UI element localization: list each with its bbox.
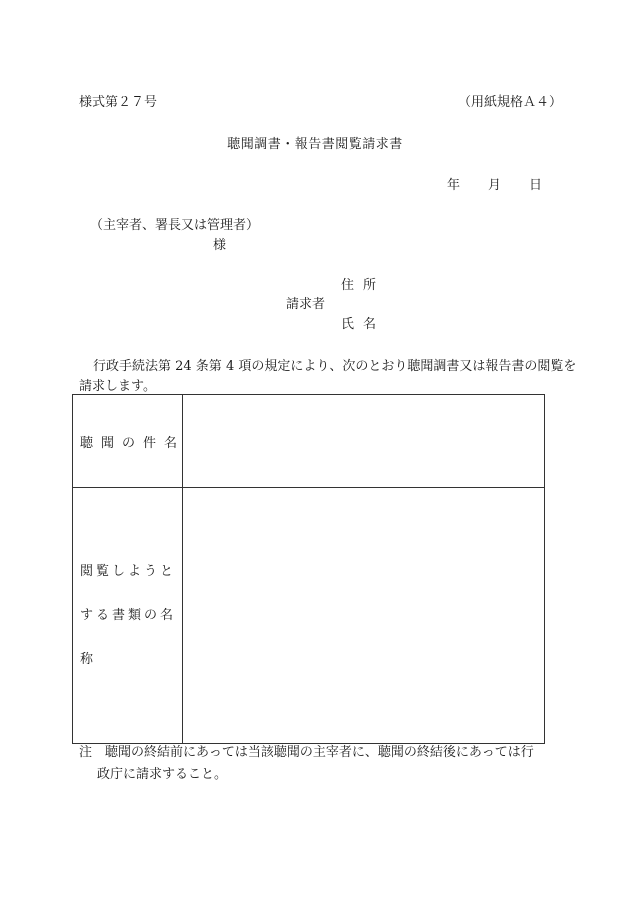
form-number: 様式第２７号	[79, 95, 158, 110]
date-month-label: 月	[488, 178, 502, 193]
document-name-label: 閲覧しようとする書類の名称	[80, 563, 177, 667]
address-label: 住所	[341, 278, 386, 293]
hearing-subject-field[interactable]	[183, 395, 545, 488]
document-title: 聴聞調書・報告書閲覧請求書	[227, 137, 403, 152]
addressee-honorific: 様	[213, 238, 227, 253]
date-year-label: 年	[447, 178, 461, 193]
addressee-line: （主宰者、署長又は管理者）	[90, 218, 260, 233]
request-statement: 行政手続法第 24 条第 4 項の規定により、次のとおり聴聞調書又は報告書の閲覧を請求します。	[79, 359, 577, 394]
table-row-hearing-subject	[73, 395, 545, 488]
note-line-2: 政庁に請求すること。	[97, 767, 228, 782]
request-form-table	[72, 394, 545, 744]
date-day-label: 日	[529, 178, 543, 193]
hearing-subject-label-cell	[73, 395, 186, 488]
paper-size-note: （用紙規格Ａ４）	[458, 95, 563, 110]
hearing-subject-label: 聴聞の件名	[80, 435, 186, 451]
date-line	[447, 179, 542, 192]
document-name-label-cell	[73, 488, 183, 744]
requester-label: 請求者	[286, 297, 326, 312]
document-name-field[interactable]	[183, 488, 545, 744]
note-line-1: 注 聴聞の終結前にあっては当該聴聞の主宰者に、聴聞の終結後にあっては行	[79, 745, 534, 760]
name-label: 氏名	[341, 317, 386, 332]
table-row-document-name	[73, 488, 545, 744]
